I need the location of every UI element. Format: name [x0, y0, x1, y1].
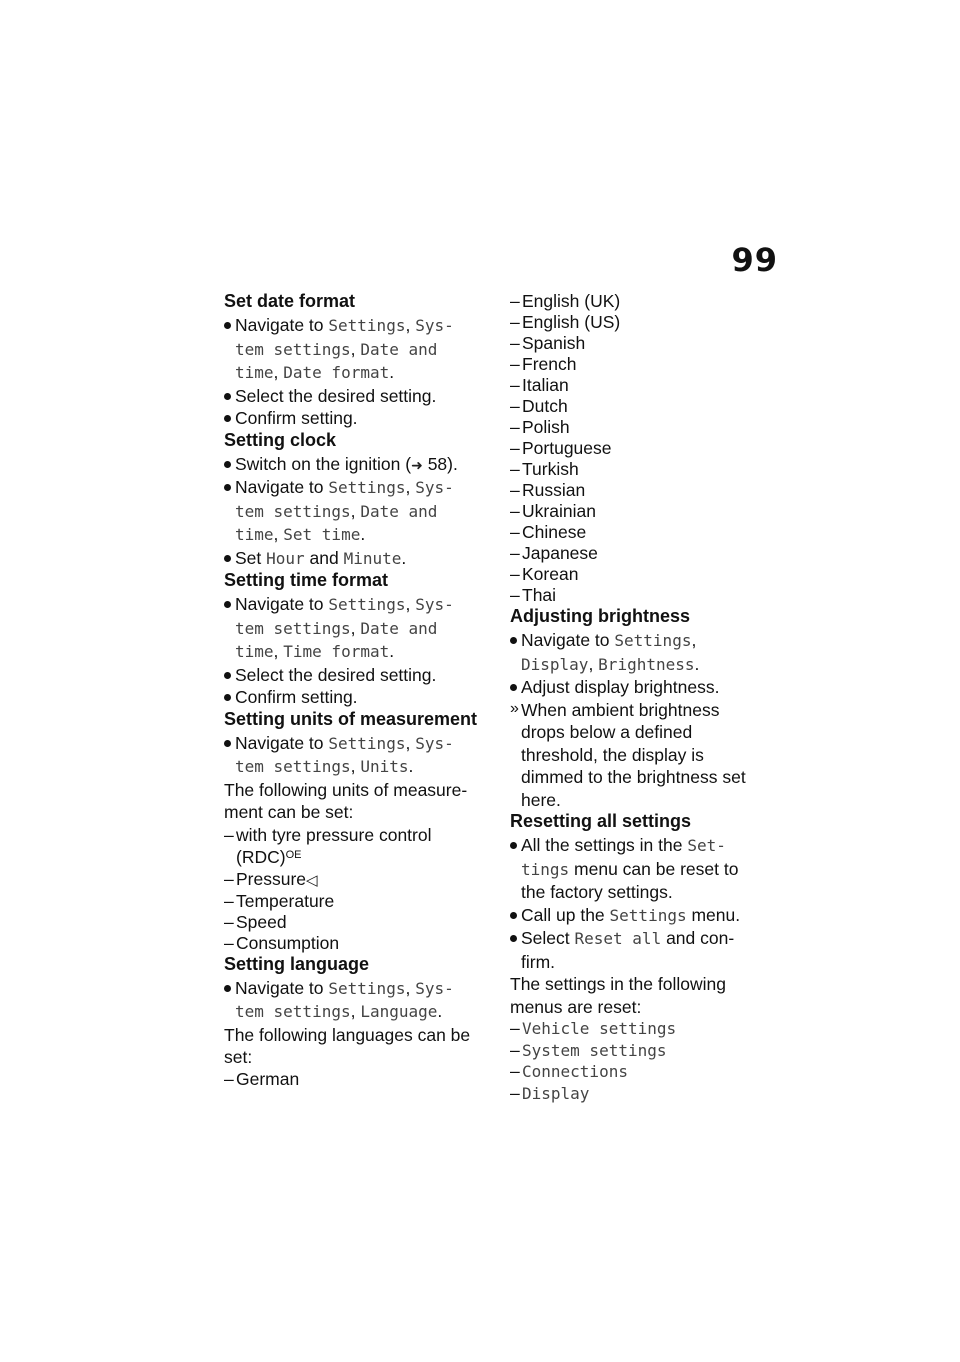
step-navigate: Navigate to Settings, Sys- tem settings, Date and time, Date format.: [224, 314, 496, 385]
intro-line-2: set:: [224, 1047, 253, 1067]
menu-units: Units: [360, 757, 409, 776]
menu-date-format: Date format: [283, 363, 390, 382]
heading-set-date-format: Set date format: [224, 291, 356, 311]
intro-line-2: menus are reset:: [510, 996, 642, 1017]
step-text: Set: [235, 547, 267, 568]
menu-system-settings-part2: tem settings: [235, 618, 351, 638]
menu-time-format: Time format: [283, 642, 390, 661]
list-item: – French: [510, 354, 780, 375]
menu-connections: Connections: [522, 1062, 628, 1081]
menu-date-and-time-part1: Date and: [360, 339, 438, 359]
section-brightness: [510, 606, 780, 811]
menu-date-and-time-part2: time: [235, 363, 274, 382]
heading-setting-clock: Setting clock: [224, 429, 337, 450]
rdc-line-2: (RDC): [236, 847, 286, 867]
list-item: – Temperature: [224, 891, 496, 912]
step-navigate: Navigate to Settings, Sys- tem settings, Date and time, Set time.: [224, 476, 496, 547]
list-item: [224, 869, 496, 891]
menu-settings: Settings: [328, 595, 406, 614]
menu-reset-all: Reset all: [574, 929, 662, 948]
menu-display: Display: [522, 1083, 590, 1103]
step-navigate: Navigate to Settings, Sys- tem settings, Date and time, Time format.: [224, 593, 496, 664]
heading-language: Setting language: [224, 953, 370, 974]
step-text: Navigate to: [521, 630, 615, 650]
menu-system-settings-part1: Sys-: [415, 978, 454, 998]
menu-vehicle-settings: Vehicle settings: [522, 1019, 677, 1038]
result-line: here.: [521, 789, 561, 810]
page-reference: 58: [427, 453, 448, 474]
list-item: – German: [224, 1069, 496, 1090]
list-item: – English (UK): [510, 291, 780, 312]
step-text: Navigate to: [235, 477, 329, 497]
step-text-tail: menu.: [686, 904, 741, 925]
section-language: [224, 954, 496, 1090]
section-setting-time-format: [224, 570, 496, 709]
page-reference-arrow-icon: ➜: [411, 456, 423, 473]
menu-system-settings-part2: tem settings: [235, 339, 351, 359]
list-item: – Spanish: [510, 333, 780, 354]
step-text-line3: the factory settings.: [521, 882, 673, 902]
heading-units: Setting units of measurement: [224, 708, 478, 729]
step-text-end: ).: [447, 453, 458, 474]
step-text: Navigate to: [235, 732, 329, 753]
heading-reset: Resetting all settings: [510, 811, 692, 831]
step-navigate: Navigate to Settings, Sys- tem settings, Units.: [224, 732, 496, 779]
menu-date-and-time-part1: Date and: [360, 501, 438, 521]
result-line: threshold, the display is: [521, 744, 704, 765]
list-item: – Polish: [510, 417, 780, 438]
page-number: 99: [731, 241, 778, 279]
menu-display: Display: [521, 654, 589, 674]
list-item: – Chinese: [510, 522, 780, 543]
list-item: – Italian: [510, 375, 780, 396]
list-item: [510, 1083, 780, 1105]
intro-line-1: The following languages can be: [224, 1024, 471, 1045]
menu-date-and-time-part2: time: [235, 525, 274, 544]
menu-set-time: Set time: [283, 525, 361, 544]
step-text-line2: firm.: [521, 951, 556, 972]
language-list: [510, 291, 780, 606]
step-adjust: Adjust display brightness.: [510, 676, 780, 699]
step-text-tail: and con-: [661, 928, 735, 948]
language-intro: [224, 1024, 496, 1069]
menu-system-settings-part2: tem settings: [235, 757, 351, 776]
step-select: Select the desired setting.: [224, 664, 496, 687]
list-item: [510, 1018, 780, 1040]
list-item: – Russian: [510, 480, 780, 501]
menu-settings: Settings: [614, 631, 692, 650]
step-ignition: [224, 453, 496, 477]
unit-pressure: Pressure: [236, 868, 307, 889]
menu-language: Language: [360, 1002, 438, 1021]
step-reset-info: [510, 834, 780, 904]
menu-system-settings-part1: Sys-: [415, 733, 454, 753]
step-text-and: and: [304, 547, 344, 568]
step-text: Call up the: [521, 904, 610, 925]
step-text: All the settings in the: [521, 835, 688, 855]
step-set-hour-minute: Set Hour and Minute.: [224, 547, 496, 571]
section-units: [224, 709, 496, 954]
reset-intro: [510, 973, 780, 1018]
list-item: – Japanese: [510, 543, 780, 564]
step-select-reset: [510, 927, 780, 973]
list-item: – Korean: [510, 564, 780, 585]
menu-settings-part1: Set-: [687, 836, 726, 855]
list-item: [510, 1040, 780, 1062]
step-text: Switch on the ignition (: [235, 453, 412, 474]
menu-date-and-time-part2: time: [235, 642, 274, 661]
intro-line-1: The following units of measure-: [224, 779, 468, 800]
step-text-tail: menu can be reset to: [569, 858, 739, 879]
step-confirm: Confirm setting.: [224, 686, 496, 709]
menu-system-settings-part2: tem settings: [235, 1002, 351, 1021]
reset-menu-list: [510, 1018, 780, 1104]
step-text: Navigate to: [235, 977, 329, 998]
section-set-date-format: [224, 291, 496, 430]
rdc-line-1: with tyre pressure control: [236, 824, 432, 845]
menu-settings: Settings: [328, 733, 406, 753]
intro-line-1: The settings in the following: [510, 974, 726, 994]
units-intro: [224, 779, 496, 824]
step-navigate: Navigate to Settings, Display, Brightness.: [510, 629, 780, 676]
heading-brightness: Adjusting brightness: [510, 606, 690, 626]
left-column: [224, 291, 496, 1090]
list-item: – English (US): [510, 312, 780, 333]
optional-equipment-mark: OE: [285, 849, 302, 861]
step-confirm: Confirm setting.: [224, 407, 496, 430]
menu-settings: Settings: [328, 478, 406, 497]
menu-system-settings: System settings: [522, 1040, 667, 1060]
step-text: Navigate to: [235, 594, 329, 614]
menu-system-settings-part2: tem settings: [235, 501, 351, 521]
menu-settings: Settings: [328, 316, 406, 335]
menu-hour: Hour: [266, 548, 305, 568]
list-item: – Ukrainian: [510, 501, 780, 522]
menu-settings: Settings: [609, 905, 687, 925]
step-text: Select: [521, 928, 575, 948]
result-line: dimmed to the brightness set: [521, 767, 746, 787]
menu-settings: Settings: [328, 978, 406, 998]
list-item: – Portuguese: [510, 438, 780, 459]
end-of-section-icon: ◁: [306, 871, 318, 889]
list-item: – Consumption: [224, 933, 496, 954]
menu-brightness: Brightness: [598, 654, 695, 674]
menu-minute: Minute: [343, 548, 402, 568]
list-item: – Turkish: [510, 459, 780, 480]
right-column: [510, 291, 780, 1104]
step-select: Select the desired setting.: [224, 385, 496, 408]
menu-system-settings-part1: Sys-: [415, 316, 454, 335]
section-reset: [510, 811, 780, 1104]
menu-system-settings-part1: Sys-: [415, 478, 454, 497]
list-item-rdc: [224, 824, 496, 869]
menu-date-and-time-part1: Date and: [360, 618, 438, 638]
result-line: drops below a defined: [521, 722, 693, 742]
menu-settings-part2: tings: [521, 859, 570, 879]
intro-line-2: ment can be set:: [224, 802, 354, 822]
result-note: [510, 699, 780, 812]
step-text: Navigate to: [235, 315, 329, 335]
menu-system-settings-part1: Sys-: [415, 595, 454, 614]
list-item: [510, 1061, 780, 1083]
list-item: – Thai: [510, 585, 780, 606]
list-item: – Speed: [224, 912, 496, 933]
step-navigate: Navigate to Settings, Sys- tem settings, Language.: [224, 977, 496, 1024]
heading-setting-time-format: Setting time format: [224, 570, 389, 590]
result-line: When ambient brightness: [521, 699, 720, 720]
step-call-up: [510, 904, 780, 928]
list-item: – Dutch: [510, 396, 780, 417]
section-setting-clock: [224, 430, 496, 571]
